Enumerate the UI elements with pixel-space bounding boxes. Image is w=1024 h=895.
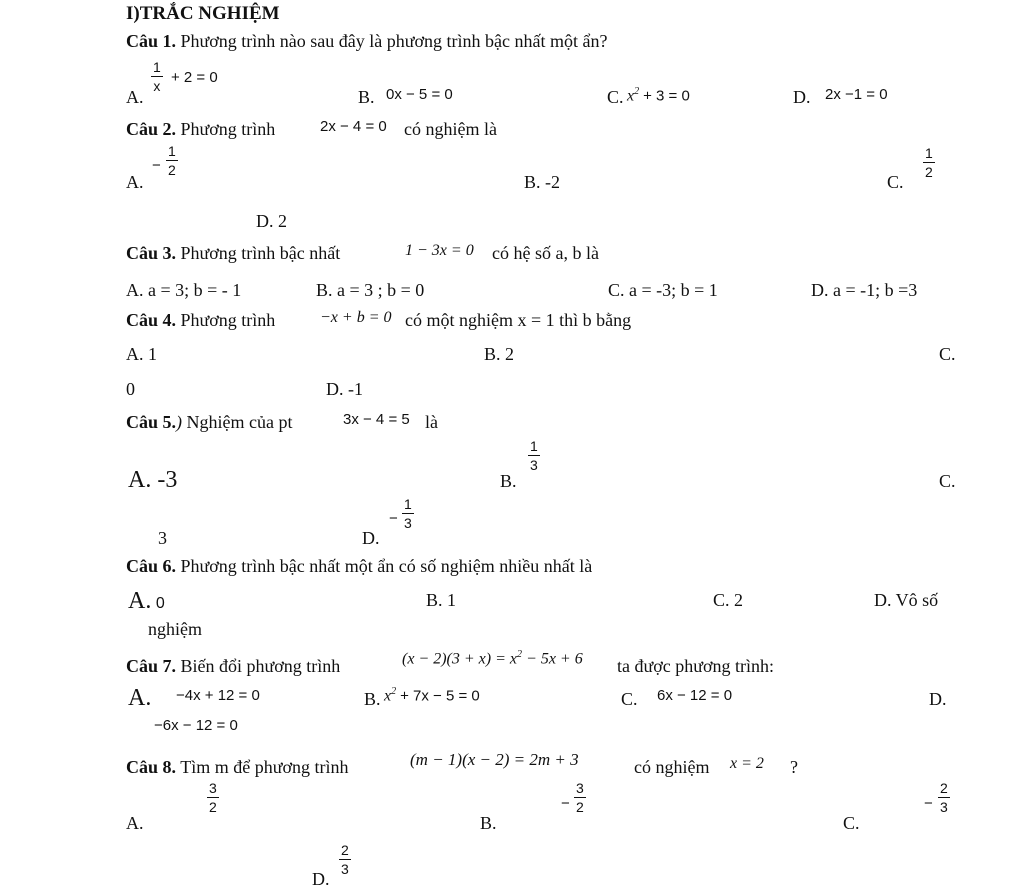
q3-option-c: C. a = -3; b = 1: [608, 280, 718, 300]
q7-option-c-label: C.: [621, 689, 638, 709]
q5-option-a: [128, 468, 177, 492]
q8-option-d-fraction: [339, 843, 351, 876]
q8-option-c-fraction: [938, 781, 950, 814]
q4-option-b: B. 2: [484, 344, 515, 364]
q7-option-b-math: [384, 687, 480, 704]
q7-option-b-base: x: [384, 687, 392, 705]
q6-option-a-value: 0: [155, 595, 165, 612]
q1-option-c-exponent: 2: [634, 86, 640, 97]
q8-option-a-numerator: 3: [209, 780, 217, 796]
question-6: [126, 557, 592, 575]
question-5-label: Câu 5.: [126, 412, 177, 432]
q2-option-a-numerator: 1: [168, 143, 176, 159]
q8-option-a-fraction: [207, 781, 219, 814]
q8-option-a-label: A.: [126, 813, 144, 833]
question-7-math: [402, 650, 583, 667]
q6-option-d-continued: nghiệm: [148, 619, 202, 639]
question-5: [126, 413, 293, 431]
q5-option-b-fraction: [528, 439, 540, 472]
q7-option-a-math: −4x + 12 = 0: [176, 687, 260, 704]
q2-option-c-fraction: [923, 146, 935, 179]
q8-option-c-label: C.: [843, 813, 860, 833]
question-4-math: −x + b = 0: [320, 309, 392, 326]
q6-option-a: [128, 589, 165, 613]
question-4-text-before: Phương trình: [180, 310, 276, 330]
q2-option-d: D. 2: [256, 211, 287, 231]
question-5-text-before: Nghiệm của pt: [186, 412, 293, 432]
question-2-text-before: Phương trình: [180, 119, 276, 139]
q2-option-a-fraction: [166, 144, 178, 177]
q5-option-c: C.: [939, 471, 956, 491]
question-3-math: 1 − 3x = 0: [405, 242, 474, 259]
q8-option-b-numerator: 3: [576, 780, 584, 796]
q7-option-d-math: −6x − 12 = 0: [154, 717, 238, 734]
q8-option-c-numerator: 2: [940, 780, 948, 796]
question-6-text: Phương trình bậc nhất một ẩn có số nghiệm nhiều nhất là: [180, 556, 593, 576]
q5-option-d-fraction: [402, 497, 414, 530]
q5-option-b-label: B.: [500, 471, 517, 491]
q2-option-c-numerator: 1: [925, 145, 933, 161]
question-4-text-after: có một nghiệm x = 1 thì b bằng: [405, 310, 632, 330]
q5-option-d-label: D.: [362, 528, 380, 548]
question-2-label: Câu 2.: [126, 119, 177, 139]
q7-option-b-rest: + 7x − 5 = 0: [400, 687, 480, 705]
q2-option-a-label: A.: [126, 172, 144, 192]
q1-option-b-math: 0x − 5 = 0: [386, 86, 453, 103]
question-7-math-right: − 5x + 6: [526, 650, 583, 668]
q1-option-d-math: 2x −1 = 0: [825, 86, 888, 103]
q7-option-d-label: D.: [929, 689, 947, 709]
q2-option-b: B. -2: [524, 172, 560, 192]
q1-option-a-numerator: 1: [153, 59, 161, 75]
section-title: I)TRẮC NGHIỆM: [126, 3, 280, 24]
q5-option-b-denominator: 3: [530, 457, 538, 473]
q8-option-b-sign: −: [561, 795, 570, 812]
q4-option-a: A. 1: [126, 344, 157, 364]
q4-option-c: C.: [939, 344, 956, 364]
question-7-text-before: Biến đổi phương trình: [180, 656, 341, 676]
q6-option-a-label: A.: [128, 588, 152, 614]
q1-option-b-label: B.: [358, 87, 375, 107]
question-2: [126, 120, 275, 138]
question-4: [126, 311, 275, 329]
question-8: [126, 758, 348, 776]
question-5-math: 3x − 4 = 5: [343, 411, 410, 428]
q8-option-c-denominator: 3: [940, 799, 948, 815]
q6-option-b: B. 1: [426, 590, 457, 610]
question-1: [126, 32, 607, 50]
q8-option-b-fraction: [574, 781, 586, 814]
q8-option-d-label: D.: [312, 869, 330, 889]
q5-option-d-sign: −: [389, 510, 398, 527]
q5-option-a-text: A. -3: [128, 467, 178, 493]
q8-option-c-sign: −: [924, 795, 933, 812]
q5-option-d-denominator: 3: [404, 515, 412, 531]
q8-option-d-numerator: 2: [341, 842, 349, 858]
question-8-text-after: ?: [790, 757, 798, 777]
q5-option-b-numerator: 1: [530, 438, 538, 454]
q6-option-d: D. Vô số: [874, 590, 939, 610]
q2-option-a-sign: −: [152, 157, 161, 174]
question-8-math: (m − 1)(x − 2) = 2m + 3: [410, 750, 579, 769]
question-4-label: Câu 4.: [126, 310, 177, 330]
question-5-text-after: là: [425, 412, 438, 432]
q1-option-c-math: [627, 87, 690, 104]
q3-option-d: D. a = -1; b =3: [811, 280, 918, 300]
q1-option-a-denominator: x: [153, 78, 161, 94]
question-1-label: Câu 1.: [126, 31, 177, 51]
question-7-math-exponent: 2: [517, 649, 523, 660]
question-7: [126, 657, 340, 675]
q1-option-a-rest: + 2 = 0: [171, 69, 218, 86]
q5-option-c-value: 3: [158, 528, 167, 548]
question-7-math-left: (x − 2)(3 + x) = x: [402, 650, 518, 668]
question-3: [126, 244, 340, 262]
q4-option-d: D. -1: [326, 379, 363, 399]
question-7-label: Câu 7.: [126, 656, 177, 676]
q2-option-c-denominator: 2: [925, 164, 933, 180]
question-3-text-after: có hệ số a, b là: [492, 243, 599, 263]
q7-option-a-label: [128, 686, 151, 710]
q3-option-b: B. a = 3 ; b = 0: [316, 280, 425, 300]
q1-option-d-label: D.: [793, 87, 811, 107]
q1-option-c-label: C.: [607, 87, 624, 107]
question-2-text-after: có nghiệm là: [404, 119, 497, 139]
q7-option-b-label: B.: [364, 689, 381, 709]
q7-option-b-exponent: 2: [391, 686, 397, 697]
question-1-text: Phương trình nào sau đây là phương trình bậc nhất một ẩn?: [180, 31, 608, 51]
q8-option-a-denominator: 2: [209, 799, 217, 815]
q1-option-a-fraction: [151, 60, 163, 93]
q1-option-a-label: A.: [126, 87, 144, 107]
q7-option-a-label-text: A.: [128, 685, 152, 711]
question-2-math: 2x − 4 = 0: [320, 118, 387, 135]
question-8-math-2: x = 2: [730, 755, 764, 772]
q3-option-a: A. a = 3; b = - 1: [126, 280, 242, 300]
question-5-paren: ): [176, 412, 183, 432]
q1-option-c-rest: + 3 = 0: [643, 87, 690, 105]
question-8-text-mid: có nghiệm: [634, 757, 710, 777]
question-8-text-before: Tìm m để phương trình: [180, 757, 349, 777]
q8-option-b-label: B.: [480, 813, 497, 833]
q5-option-d-numerator: 1: [404, 496, 412, 512]
question-7-text-after: ta được phương trình:: [617, 656, 775, 676]
question-6-label: Câu 6.: [126, 556, 177, 576]
q2-option-c-label: C.: [887, 172, 904, 192]
q2-option-a-denominator: 2: [168, 162, 176, 178]
question-3-text-before: Phương trình bậc nhất: [180, 243, 341, 263]
q1-option-c-base: x: [627, 87, 635, 105]
q7-option-c-math: 6x − 12 = 0: [657, 687, 733, 704]
q6-option-c: C. 2: [713, 590, 744, 610]
question-8-label: Câu 8.: [126, 757, 177, 777]
q8-option-b-denominator: 2: [576, 799, 584, 815]
q4-option-c-value: 0: [126, 379, 135, 399]
question-3-label: Câu 3.: [126, 243, 177, 263]
q8-option-d-denominator: 3: [341, 861, 349, 877]
